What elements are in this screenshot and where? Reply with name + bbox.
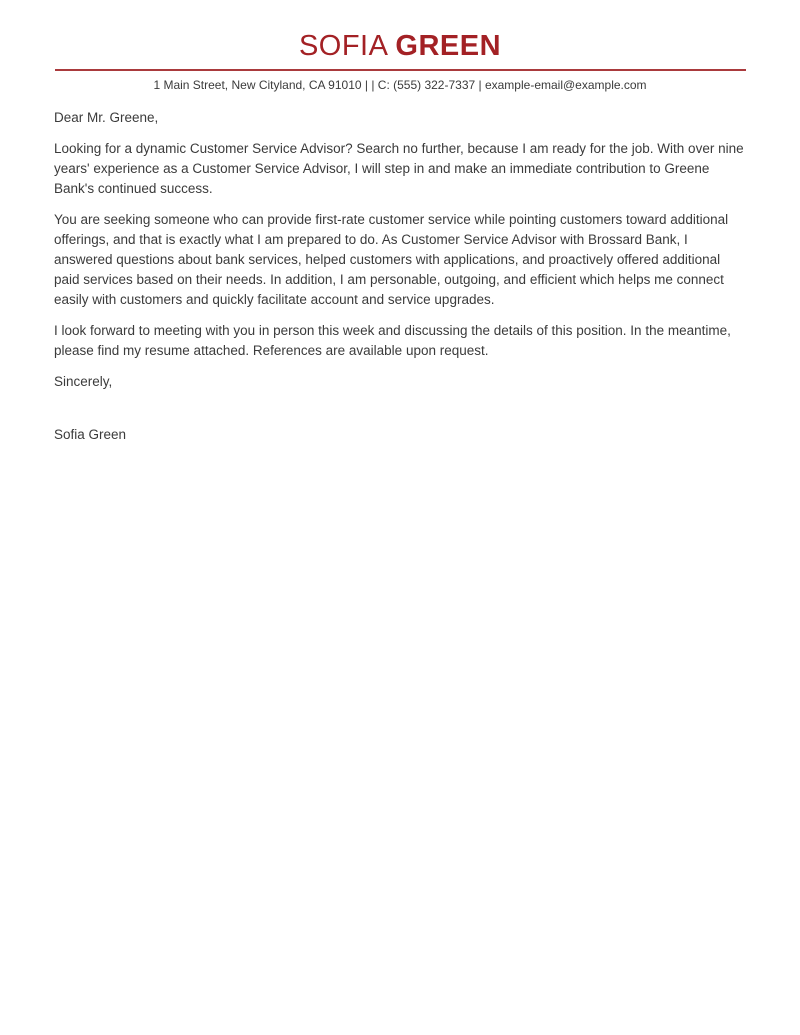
header-divider [55, 69, 746, 71]
closing-salutation: Sincerely, [54, 374, 113, 389]
contact-line: 1 Main Street, New Cityland, CA 91010 | | C: (555) 322-7337 | example-email@example.com [153, 78, 647, 92]
paragraph-experience: You are seeking someone who can provide first-rate customer service while pointing customers toward additional offerings, and that is exactly what I am prepared to do. As Customer Service Advisor with Brossard Bank, I answered questions about bank services, helped customers with applications, and proactively offered additional paid services based on their needs. In addition, I am personable, outgoing, and efficient which helps me connect easily with customers and quickly facilitate account and service upgrades. [54, 212, 729, 307]
paragraph-followup: I look forward to meeting with you in person this week and discussing the details of this position. In the meantime, please find my resume attached. References are available upon request. [54, 323, 731, 358]
candidate-name [0, 29, 800, 64]
letter-header [0, 0, 800, 92]
letter-body [54, 108, 745, 445]
salutation: Dear Mr. Greene, [54, 110, 159, 125]
candidate-last-name: GREEN [395, 30, 502, 62]
candidate-first-name: SOFIA [298, 30, 387, 62]
paragraph-opening: Looking for a dynamic Customer Service Advisor? Search no further, because I am ready for the job. With over nine years' experience as a Customer Service Advisor, I will step in and make an immediate contribution to Greene Bank's continued success. [54, 141, 744, 196]
signature-name: Sofia Green [54, 427, 127, 442]
